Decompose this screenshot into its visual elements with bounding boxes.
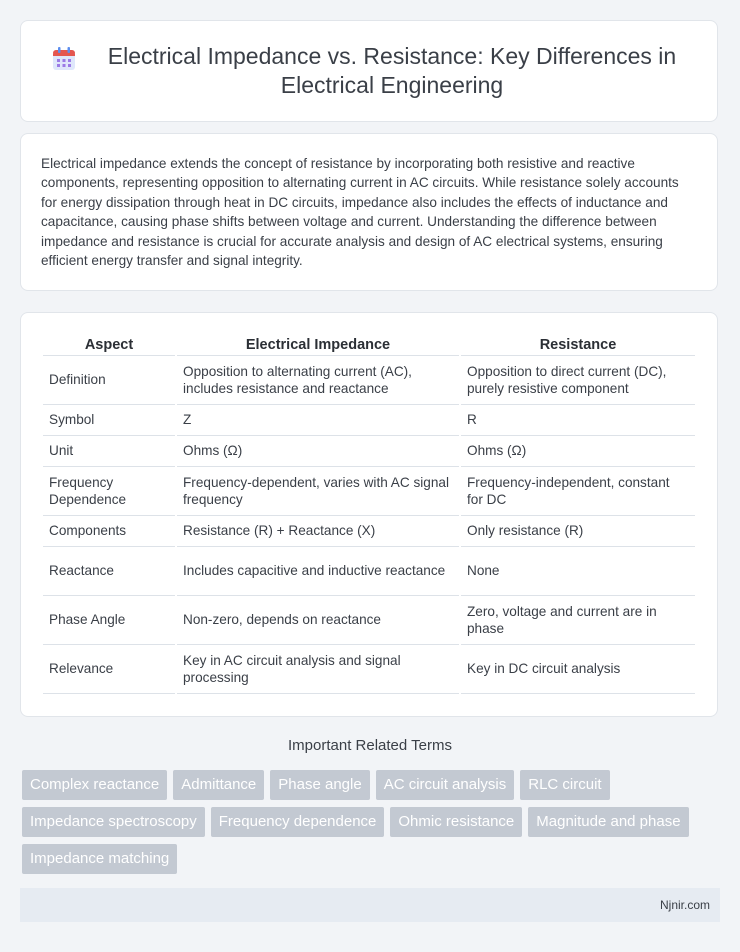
column-header-impedance: Electrical Impedance [177, 333, 459, 356]
table-header-row [43, 333, 695, 356]
related-term-tag[interactable]: RLC circuit [520, 770, 609, 800]
table-cell: Includes capacitive and inductive reactance [177, 547, 459, 596]
table-row [43, 436, 695, 467]
related-term-tag[interactable]: Phase angle [270, 770, 369, 800]
table-cell: None [461, 547, 695, 596]
table-row [43, 405, 695, 436]
column-header-resistance: Resistance [461, 333, 695, 356]
table-row [43, 516, 695, 547]
table-cell: Definition [43, 356, 175, 405]
table-cell: Non-zero, depends on reactance [177, 596, 459, 645]
related-term-tag[interactable]: Frequency dependence [211, 807, 385, 837]
table-row [43, 596, 695, 645]
title-wrap [21, 42, 717, 100]
page-title: Electrical Impedance vs. Resistance: Key Differences in Electrical Engineering [107, 43, 677, 98]
related-term-tag[interactable]: Complex reactance [22, 770, 167, 800]
comparison-table [41, 333, 697, 694]
table-row [43, 645, 695, 694]
table-cell: Resistance (R) + Reactance (X) [177, 516, 459, 547]
related-term-tag[interactable]: AC circuit analysis [376, 770, 515, 800]
intro-card [20, 133, 718, 291]
table-cell: Key in AC circuit analysis and signal processing [177, 645, 459, 694]
related-terms-list [22, 770, 722, 881]
table-cell: Phase Angle [43, 596, 175, 645]
table-cell: Ohms (Ω) [177, 436, 459, 467]
table-cell: Ohms (Ω) [461, 436, 695, 467]
calendar-icon [51, 46, 77, 72]
table-cell: Opposition to direct current (DC), purely resistive component [461, 356, 695, 405]
related-term-tag[interactable]: Admittance [173, 770, 264, 800]
table-cell: Frequency-independent, constant for DC [461, 467, 695, 516]
table-cell: Opposition to alternating current (AC), includes resistance and reactance [177, 356, 459, 405]
related-term-tag[interactable]: Ohmic resistance [390, 807, 522, 837]
table-cell: Frequency-dependent, varies with AC signal frequency [177, 467, 459, 516]
table-cell: Symbol [43, 405, 175, 436]
comparison-table-card [20, 312, 718, 717]
table-row [43, 467, 695, 516]
table-row [43, 356, 695, 405]
table-cell: Key in DC circuit analysis [461, 645, 695, 694]
intro-paragraph: Electrical impedance extends the concept of resistance by incorporating both resistive and reactive components, representing opposition to alternating current in AC circuits. While resistance solely accounts for energy dissipation through heat in DC circuits, impedance also includes the effects of inductance and capacitance, causing phase shifts between voltage and current. Understanding the difference between impedance and resistance is crucial for accurate analysis and design of AC electrical systems, ensuring efficient energy transfer and signal integrity. [41, 156, 679, 269]
related-term-tag[interactable]: Magnitude and phase [528, 807, 688, 837]
footer-brand[interactable]: Njnir.com [659, 898, 710, 912]
table-cell: Unit [43, 436, 175, 467]
related-term-tag[interactable]: Impedance spectroscopy [22, 807, 205, 837]
table-cell: Z [177, 405, 459, 436]
table-cell: Relevance [43, 645, 175, 694]
table-cell: Components [43, 516, 175, 547]
footer [20, 888, 720, 922]
table-cell: Frequency Dependence [43, 467, 175, 516]
table-cell: Reactance [43, 547, 175, 596]
table-row [43, 547, 695, 596]
column-header-aspect: Aspect [43, 333, 175, 356]
title-card [20, 20, 718, 122]
table-cell: Zero, voltage and current are in phase [461, 596, 695, 645]
related-term-tag[interactable]: Impedance matching [22, 844, 177, 874]
table-cell: R [461, 405, 695, 436]
table-cell: Only resistance (R) [461, 516, 695, 547]
related-terms-heading: Important Related Terms [288, 737, 452, 754]
